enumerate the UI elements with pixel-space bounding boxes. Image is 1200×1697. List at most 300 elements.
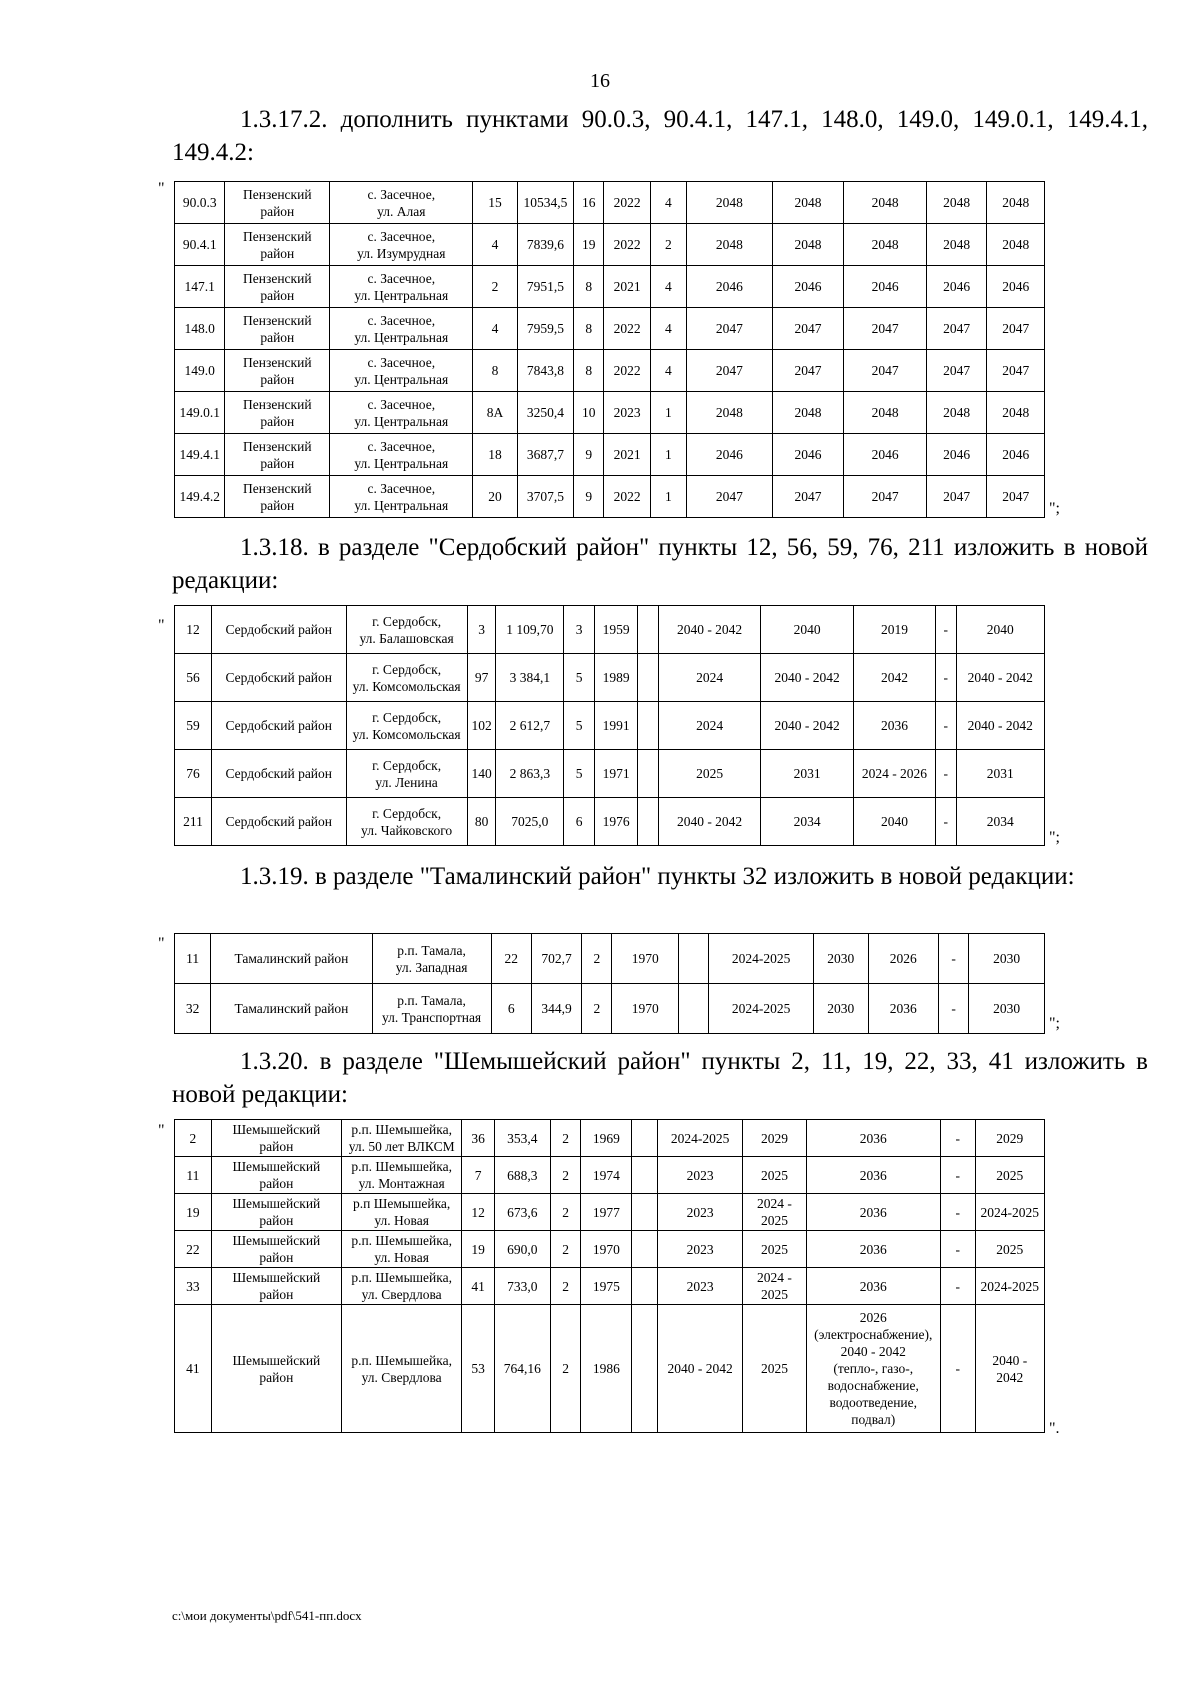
table-cell: р.п. Тамала, ул. Транспортная <box>372 984 491 1034</box>
table-cell: 2047 <box>772 308 844 350</box>
table-cell: 2 <box>550 1120 581 1157</box>
table-cell: г. Сердобск, ул. Комсомольская <box>346 654 467 702</box>
table-cell: с. Засечное, ул. Центральная <box>330 350 473 392</box>
table-cell <box>632 1194 657 1231</box>
table-cell: - <box>936 606 957 654</box>
table-cell: 2023 <box>657 1194 743 1231</box>
table-cell: 2029 <box>975 1120 1044 1157</box>
table-cell: 1977 <box>581 1194 632 1231</box>
table-cell: 2022 <box>604 182 650 224</box>
table-row <box>175 984 1045 1034</box>
table-row <box>175 750 1045 798</box>
table-cell: 2046 <box>687 434 773 476</box>
table-cell: 702,7 <box>531 934 581 984</box>
table-cell: 56 <box>175 654 212 702</box>
quote-open: " <box>158 180 165 197</box>
table-cell: 11 <box>175 1157 212 1194</box>
table-cell: 4 <box>473 308 517 350</box>
table-cell: с. Засечное, ул. Центральная <box>330 392 473 434</box>
table-cell: - <box>936 654 957 702</box>
table-cell: 1970 <box>581 1231 632 1268</box>
table-row <box>175 476 1045 518</box>
table-cell: 3 <box>467 606 496 654</box>
table-cell: 2026 (электроснабжение), 2040 - 2042 (тепло-, газо-, водоснабжение, водоотведение, подвал) <box>806 1305 940 1433</box>
table-cell: 22 <box>175 1231 212 1268</box>
page-number: 16 <box>590 70 610 92</box>
table-cell: 90.4.1 <box>175 224 225 266</box>
table-cell: 2024-2025 <box>975 1268 1044 1305</box>
table-cell: - <box>939 934 969 984</box>
table-cell: 2025 <box>743 1157 806 1194</box>
table-row <box>175 308 1045 350</box>
table-cell: 2022 <box>604 350 650 392</box>
table-cell: 733,0 <box>494 1268 550 1305</box>
table-row <box>175 654 1045 702</box>
table-cell <box>638 702 659 750</box>
table-row <box>175 434 1045 476</box>
table-cell: Сердобский район <box>211 654 346 702</box>
table-cell: 2040 - 2042 <box>956 654 1044 702</box>
table-cell: 3 384,1 <box>496 654 564 702</box>
table-cell: 673,6 <box>494 1194 550 1231</box>
file-path-footer: c:\мои документы\pdf\541-пп.docx <box>172 1608 362 1623</box>
table-cell: с. Засечное, ул. Центральная <box>330 266 473 308</box>
table-cell: 2048 <box>772 224 844 266</box>
table-cell: Шемышейский район <box>211 1194 341 1231</box>
table-cell: 2025 <box>743 1231 806 1268</box>
table-cell: 80 <box>467 798 496 846</box>
table-cell: - <box>936 750 957 798</box>
table-cell: 2 <box>550 1157 581 1194</box>
table-cell: 2040 - 2042 <box>975 1305 1044 1433</box>
table-cell: 2048 <box>687 182 773 224</box>
data-table <box>174 605 1045 846</box>
table-cell <box>632 1157 657 1194</box>
table-cell: 2047 <box>687 308 773 350</box>
table-cell <box>632 1268 657 1305</box>
table-cell: 2 <box>175 1120 212 1157</box>
table-cell: 690,0 <box>494 1231 550 1268</box>
table-cell: 2 863,3 <box>496 750 564 798</box>
table-cell: 2025 <box>743 1305 806 1433</box>
table-cell: 76 <box>175 750 212 798</box>
table-cell: 7025,0 <box>496 798 564 846</box>
table-cell: 33 <box>175 1268 212 1305</box>
table-row <box>175 606 1045 654</box>
table-cell <box>638 798 659 846</box>
table-cell: 2024 - 2025 <box>743 1194 806 1231</box>
table-cell: 2 <box>582 934 612 984</box>
table-cell: Шемышейский район <box>211 1120 341 1157</box>
table-cell: Шемышейский район <box>211 1305 341 1433</box>
table-cell: 148.0 <box>175 308 225 350</box>
table-cell: Сердобский район <box>211 702 346 750</box>
table-cell: 2036 <box>806 1231 940 1268</box>
table-cell: 8 <box>574 266 604 308</box>
table-cell: 2040 - 2042 <box>761 654 853 702</box>
table-cell: Пензенский район <box>225 392 330 434</box>
table-cell: 2036 <box>806 1157 940 1194</box>
table-cell: 7959,5 <box>517 308 573 350</box>
table-cell: 1986 <box>581 1305 632 1433</box>
table-cell <box>632 1305 657 1433</box>
table-cell: 2 <box>550 1268 581 1305</box>
table-cell: 2048 <box>987 182 1045 224</box>
table-cell: 2048 <box>926 392 986 434</box>
table-cell: 2022 <box>604 476 650 518</box>
quote-close: ". <box>1049 1420 1060 1437</box>
table-cell: р.п. Тамала, ул. Западная <box>372 934 491 984</box>
table-cell: 12 <box>175 606 212 654</box>
table-cell: 2 612,7 <box>496 702 564 750</box>
table-cell: г. Сердобск, ул. Комсомольская <box>346 702 467 750</box>
quote-close: "; <box>1049 829 1060 846</box>
table-cell: 41 <box>175 1305 212 1433</box>
table-cell: 2034 <box>956 798 1044 846</box>
table-cell: 2048 <box>987 224 1045 266</box>
table-cell: 2046 <box>772 434 844 476</box>
table-cell: 8 <box>574 308 604 350</box>
table-cell: 2024-2025 <box>975 1194 1044 1231</box>
table-cell: 6 <box>491 984 531 1034</box>
table-cell: 2048 <box>987 392 1045 434</box>
table-cell: 2047 <box>844 476 927 518</box>
table-cell: 2022 <box>604 308 650 350</box>
table-cell: 2047 <box>987 308 1045 350</box>
table-cell: - <box>940 1194 975 1231</box>
table-cell: 1969 <box>581 1120 632 1157</box>
table-cell: 2030 <box>969 984 1045 1034</box>
table-cell: 2036 <box>806 1268 940 1305</box>
table-cell: 149.0 <box>175 350 225 392</box>
table-cell: 2023 <box>657 1231 743 1268</box>
table-cell <box>638 654 659 702</box>
table-cell: 2046 <box>844 266 927 308</box>
table-cell: 97 <box>467 654 496 702</box>
section-heading: 1.3.18. в разделе "Сердобский район" пункты 12, 56, 59, 76, 211 изложить в новой редакции: <box>172 534 1148 594</box>
table-row <box>175 934 1045 984</box>
table-cell: 4 <box>650 182 686 224</box>
table-cell: 1975 <box>581 1268 632 1305</box>
table-cell: р.п Шемышейка, ул. Новая <box>342 1194 462 1231</box>
table-cell: 2030 <box>814 984 868 1034</box>
table-cell: 2023 <box>657 1157 743 1194</box>
table-cell: Сердобский район <box>211 606 346 654</box>
table-cell: Шемышейский район <box>211 1231 341 1268</box>
table-row <box>175 1231 1045 1268</box>
table-cell: 688,3 <box>494 1157 550 1194</box>
table-cell: 4 <box>650 266 686 308</box>
table-cell: 2048 <box>926 182 986 224</box>
table-cell: г. Сердобск, ул. Ленина <box>346 750 467 798</box>
table-cell: 1 <box>650 434 686 476</box>
table-cell: 8 <box>473 350 517 392</box>
table-cell: 2019 <box>853 606 935 654</box>
table-cell: 149.4.1 <box>175 434 225 476</box>
table-cell: р.п. Шемышейка, ул. Свердлова <box>342 1268 462 1305</box>
table-cell: 5 <box>564 702 595 750</box>
table-cell: 10534,5 <box>517 182 573 224</box>
table-cell: 2047 <box>987 350 1045 392</box>
table-cell: 2034 <box>761 798 853 846</box>
table-cell: 2030 <box>814 934 868 984</box>
table-cell: 15 <box>473 182 517 224</box>
table-cell: 2036 <box>868 984 939 1034</box>
table-cell: 2 <box>650 224 686 266</box>
table-cell: 2048 <box>772 392 844 434</box>
table-cell: 2046 <box>687 266 773 308</box>
table-cell: 2025 <box>975 1157 1044 1194</box>
table-cell: 2047 <box>687 476 773 518</box>
table-cell: 2 <box>473 266 517 308</box>
table-cell: 353,4 <box>494 1120 550 1157</box>
table-row <box>175 1157 1045 1194</box>
table-cell: 22 <box>491 934 531 984</box>
table-cell: Пензенский район <box>225 350 330 392</box>
table-cell: 10 <box>574 392 604 434</box>
table-cell: 2047 <box>687 350 773 392</box>
table-cell: 2046 <box>987 434 1045 476</box>
table-cell: Пензенский район <box>225 224 330 266</box>
table-cell: 147.1 <box>175 266 225 308</box>
table-cell: г. Сердобск, ул. Балашовская <box>346 606 467 654</box>
table-cell: 211 <box>175 798 212 846</box>
table-cell: с. Засечное, ул. Изумрудная <box>330 224 473 266</box>
table-cell: 2047 <box>844 350 927 392</box>
table-cell: 12 <box>462 1194 495 1231</box>
table-cell: Тамалинский район <box>211 934 372 984</box>
table-cell: 2 <box>550 1305 581 1433</box>
section-heading: 1.3.17.2. дополнить пунктами 90.0.3, 90.4.1, 147.1, 148.0, 149.0, 149.0.1, 149.4.1, 149.4.2: <box>172 106 1148 166</box>
table-cell: 2021 <box>604 266 650 308</box>
table-cell: 5 <box>564 750 595 798</box>
table-cell: 2024 - 2025 <box>743 1268 806 1305</box>
table-cell: р.п. Шемышейка, ул. Новая <box>342 1231 462 1268</box>
table-cell: Шемышейский район <box>211 1157 341 1194</box>
table-cell: - <box>940 1157 975 1194</box>
table-cell: 1 <box>650 392 686 434</box>
table-cell: 7951,5 <box>517 266 573 308</box>
table-cell: 344,9 <box>531 984 581 1034</box>
table-cell: 1971 <box>595 750 638 798</box>
table-cell: 2040 - 2042 <box>657 1305 743 1433</box>
table-cell: 1989 <box>595 654 638 702</box>
table-row <box>175 350 1045 392</box>
table-cell: 140 <box>467 750 496 798</box>
table-row <box>175 1194 1045 1231</box>
table-cell: с. Засечное, ул. Алая <box>330 182 473 224</box>
table-cell: 4 <box>650 308 686 350</box>
section-heading: 1.3.20. в разделе "Шемышейский район" пункты 2, 11, 19, 22, 33, 41 изложить в новой редакции: <box>172 1048 1148 1108</box>
table-cell: 2024-2025 <box>657 1120 743 1157</box>
table-cell: 2029 <box>743 1120 806 1157</box>
table-cell: 2024 <box>658 702 761 750</box>
table-row <box>175 798 1045 846</box>
table-cell: 3 <box>564 606 595 654</box>
table-cell <box>679 984 709 1034</box>
table-cell: 2 <box>550 1231 581 1268</box>
quote-open: " <box>158 617 165 634</box>
table-cell: с. Засечное, ул. Центральная <box>330 308 473 350</box>
table-cell: 2040 - 2042 <box>761 702 853 750</box>
table-cell: 2031 <box>956 750 1044 798</box>
table-cell: 3707,5 <box>517 476 573 518</box>
table-cell: 4 <box>473 224 517 266</box>
table-cell: 9 <box>574 476 604 518</box>
table-cell: 2024 - 2026 <box>853 750 935 798</box>
table-cell: р.п. Шемышейка, ул. Свердлова <box>342 1305 462 1433</box>
table-cell: 2031 <box>761 750 853 798</box>
table-cell: 2036 <box>853 702 935 750</box>
table-cell: 1991 <box>595 702 638 750</box>
table-cell: 1 109,70 <box>496 606 564 654</box>
table-cell: 2042 <box>853 654 935 702</box>
table-cell: - <box>936 702 957 750</box>
table-cell: 2023 <box>657 1268 743 1305</box>
table-row <box>175 1268 1045 1305</box>
table-cell: 19 <box>574 224 604 266</box>
table-cell: Тамалинский район <box>211 984 372 1034</box>
table-cell <box>638 750 659 798</box>
table-cell: 2046 <box>926 266 986 308</box>
table-cell: с. Засечное, ул. Центральная <box>330 434 473 476</box>
table-cell: 2040 - 2042 <box>956 702 1044 750</box>
table-cell: 2048 <box>844 182 927 224</box>
table-cell: 36 <box>462 1120 495 1157</box>
table-cell: 2048 <box>772 182 844 224</box>
table-cell: 2047 <box>987 476 1045 518</box>
table-cell: 59 <box>175 702 212 750</box>
quote-close: "; <box>1049 1015 1060 1032</box>
table-cell: 2040 - 2042 <box>658 798 761 846</box>
table-cell: 2026 <box>868 934 939 984</box>
table-cell: 2024-2025 <box>709 984 814 1034</box>
table-cell: 149.4.2 <box>175 476 225 518</box>
table-cell: 2047 <box>926 350 986 392</box>
table-cell: 1974 <box>581 1157 632 1194</box>
table-row <box>175 392 1045 434</box>
table-cell: 2 <box>582 984 612 1034</box>
quote-open: " <box>158 1122 165 1139</box>
table-cell: 1970 <box>612 934 679 984</box>
table-cell: 2040 - 2042 <box>658 606 761 654</box>
quote-close: "; <box>1049 500 1060 517</box>
table-cell: 5 <box>564 654 595 702</box>
table-cell: Пензенский район <box>225 434 330 476</box>
table-cell: 2047 <box>926 476 986 518</box>
table-cell: 18 <box>473 434 517 476</box>
table-cell: Пензенский район <box>225 476 330 518</box>
table-cell: 2046 <box>987 266 1045 308</box>
table-cell: 1959 <box>595 606 638 654</box>
table-cell: 149.0.1 <box>175 392 225 434</box>
table-cell: 2022 <box>604 224 650 266</box>
table-cell: 9 <box>574 434 604 476</box>
table-cell: 20 <box>473 476 517 518</box>
table-cell: 2046 <box>772 266 844 308</box>
table-row <box>175 1120 1045 1157</box>
table-cell: - <box>940 1268 975 1305</box>
table-cell: 7839,6 <box>517 224 573 266</box>
table-cell: - <box>936 798 957 846</box>
table-cell: 2048 <box>844 224 927 266</box>
table-cell: 7843,8 <box>517 350 573 392</box>
table-cell: с. Засечное, ул. Центральная <box>330 476 473 518</box>
table-cell <box>632 1231 657 1268</box>
table-cell: 3250,4 <box>517 392 573 434</box>
table-cell <box>638 606 659 654</box>
data-table <box>174 933 1045 1034</box>
table-cell: 19 <box>175 1194 212 1231</box>
table-cell: Шемышейский район <box>211 1268 341 1305</box>
table-cell: 2036 <box>806 1194 940 1231</box>
table-cell: 6 <box>564 798 595 846</box>
table-cell: Пензенский район <box>225 266 330 308</box>
table-cell: 2021 <box>604 434 650 476</box>
table-cell: 2048 <box>687 224 773 266</box>
table-cell: 2047 <box>772 350 844 392</box>
table-cell: 2048 <box>687 392 773 434</box>
table-cell: Пензенский район <box>225 308 330 350</box>
table-row <box>175 702 1045 750</box>
table-cell: - <box>940 1120 975 1157</box>
table-cell: 2048 <box>844 392 927 434</box>
table-cell: 11 <box>175 934 211 984</box>
table-cell: - <box>939 984 969 1034</box>
table-cell: 2 <box>550 1194 581 1231</box>
table-cell: 2047 <box>844 308 927 350</box>
table-cell: 1976 <box>595 798 638 846</box>
table-cell: 8А <box>473 392 517 434</box>
table-cell: 2024 <box>658 654 761 702</box>
table-cell: 2040 <box>761 606 853 654</box>
table-cell: Сердобский район <box>211 750 346 798</box>
table-cell: 764,16 <box>494 1305 550 1433</box>
table-cell: 1970 <box>612 984 679 1034</box>
table-cell: г. Сердобск, ул. Чайковского <box>346 798 467 846</box>
table-cell: 16 <box>574 182 604 224</box>
table-cell: 90.0.3 <box>175 182 225 224</box>
table-cell: 2046 <box>844 434 927 476</box>
table-cell: 102 <box>467 702 496 750</box>
table-row <box>175 224 1045 266</box>
table-cell: 19 <box>462 1231 495 1268</box>
table-row <box>175 1305 1045 1433</box>
table-cell: 41 <box>462 1268 495 1305</box>
table-cell: Сердобский район <box>211 798 346 846</box>
table-cell: р.п. Шемышейка, ул. 50 лет ВЛКСМ <box>342 1120 462 1157</box>
table-cell: 2023 <box>604 392 650 434</box>
table-cell: 8 <box>574 350 604 392</box>
table-cell: 2047 <box>926 308 986 350</box>
section-heading: 1.3.19. в разделе "Тамалинский район" пункты 32 изложить в новой редакции: <box>240 863 1075 890</box>
table-cell: 53 <box>462 1305 495 1433</box>
table-cell: 32 <box>175 984 211 1034</box>
quote-open: " <box>158 935 165 952</box>
table-cell: 7 <box>462 1157 495 1194</box>
table-cell: 1 <box>650 476 686 518</box>
table-cell <box>679 934 709 984</box>
table-cell: - <box>940 1305 975 1433</box>
table-cell <box>632 1120 657 1157</box>
table-cell: 2047 <box>772 476 844 518</box>
table-cell: 2025 <box>658 750 761 798</box>
table-cell: 2048 <box>926 224 986 266</box>
table-cell: 2046 <box>926 434 986 476</box>
table-cell: 2040 <box>853 798 935 846</box>
table-row <box>175 266 1045 308</box>
table-cell: 2024-2025 <box>709 934 814 984</box>
